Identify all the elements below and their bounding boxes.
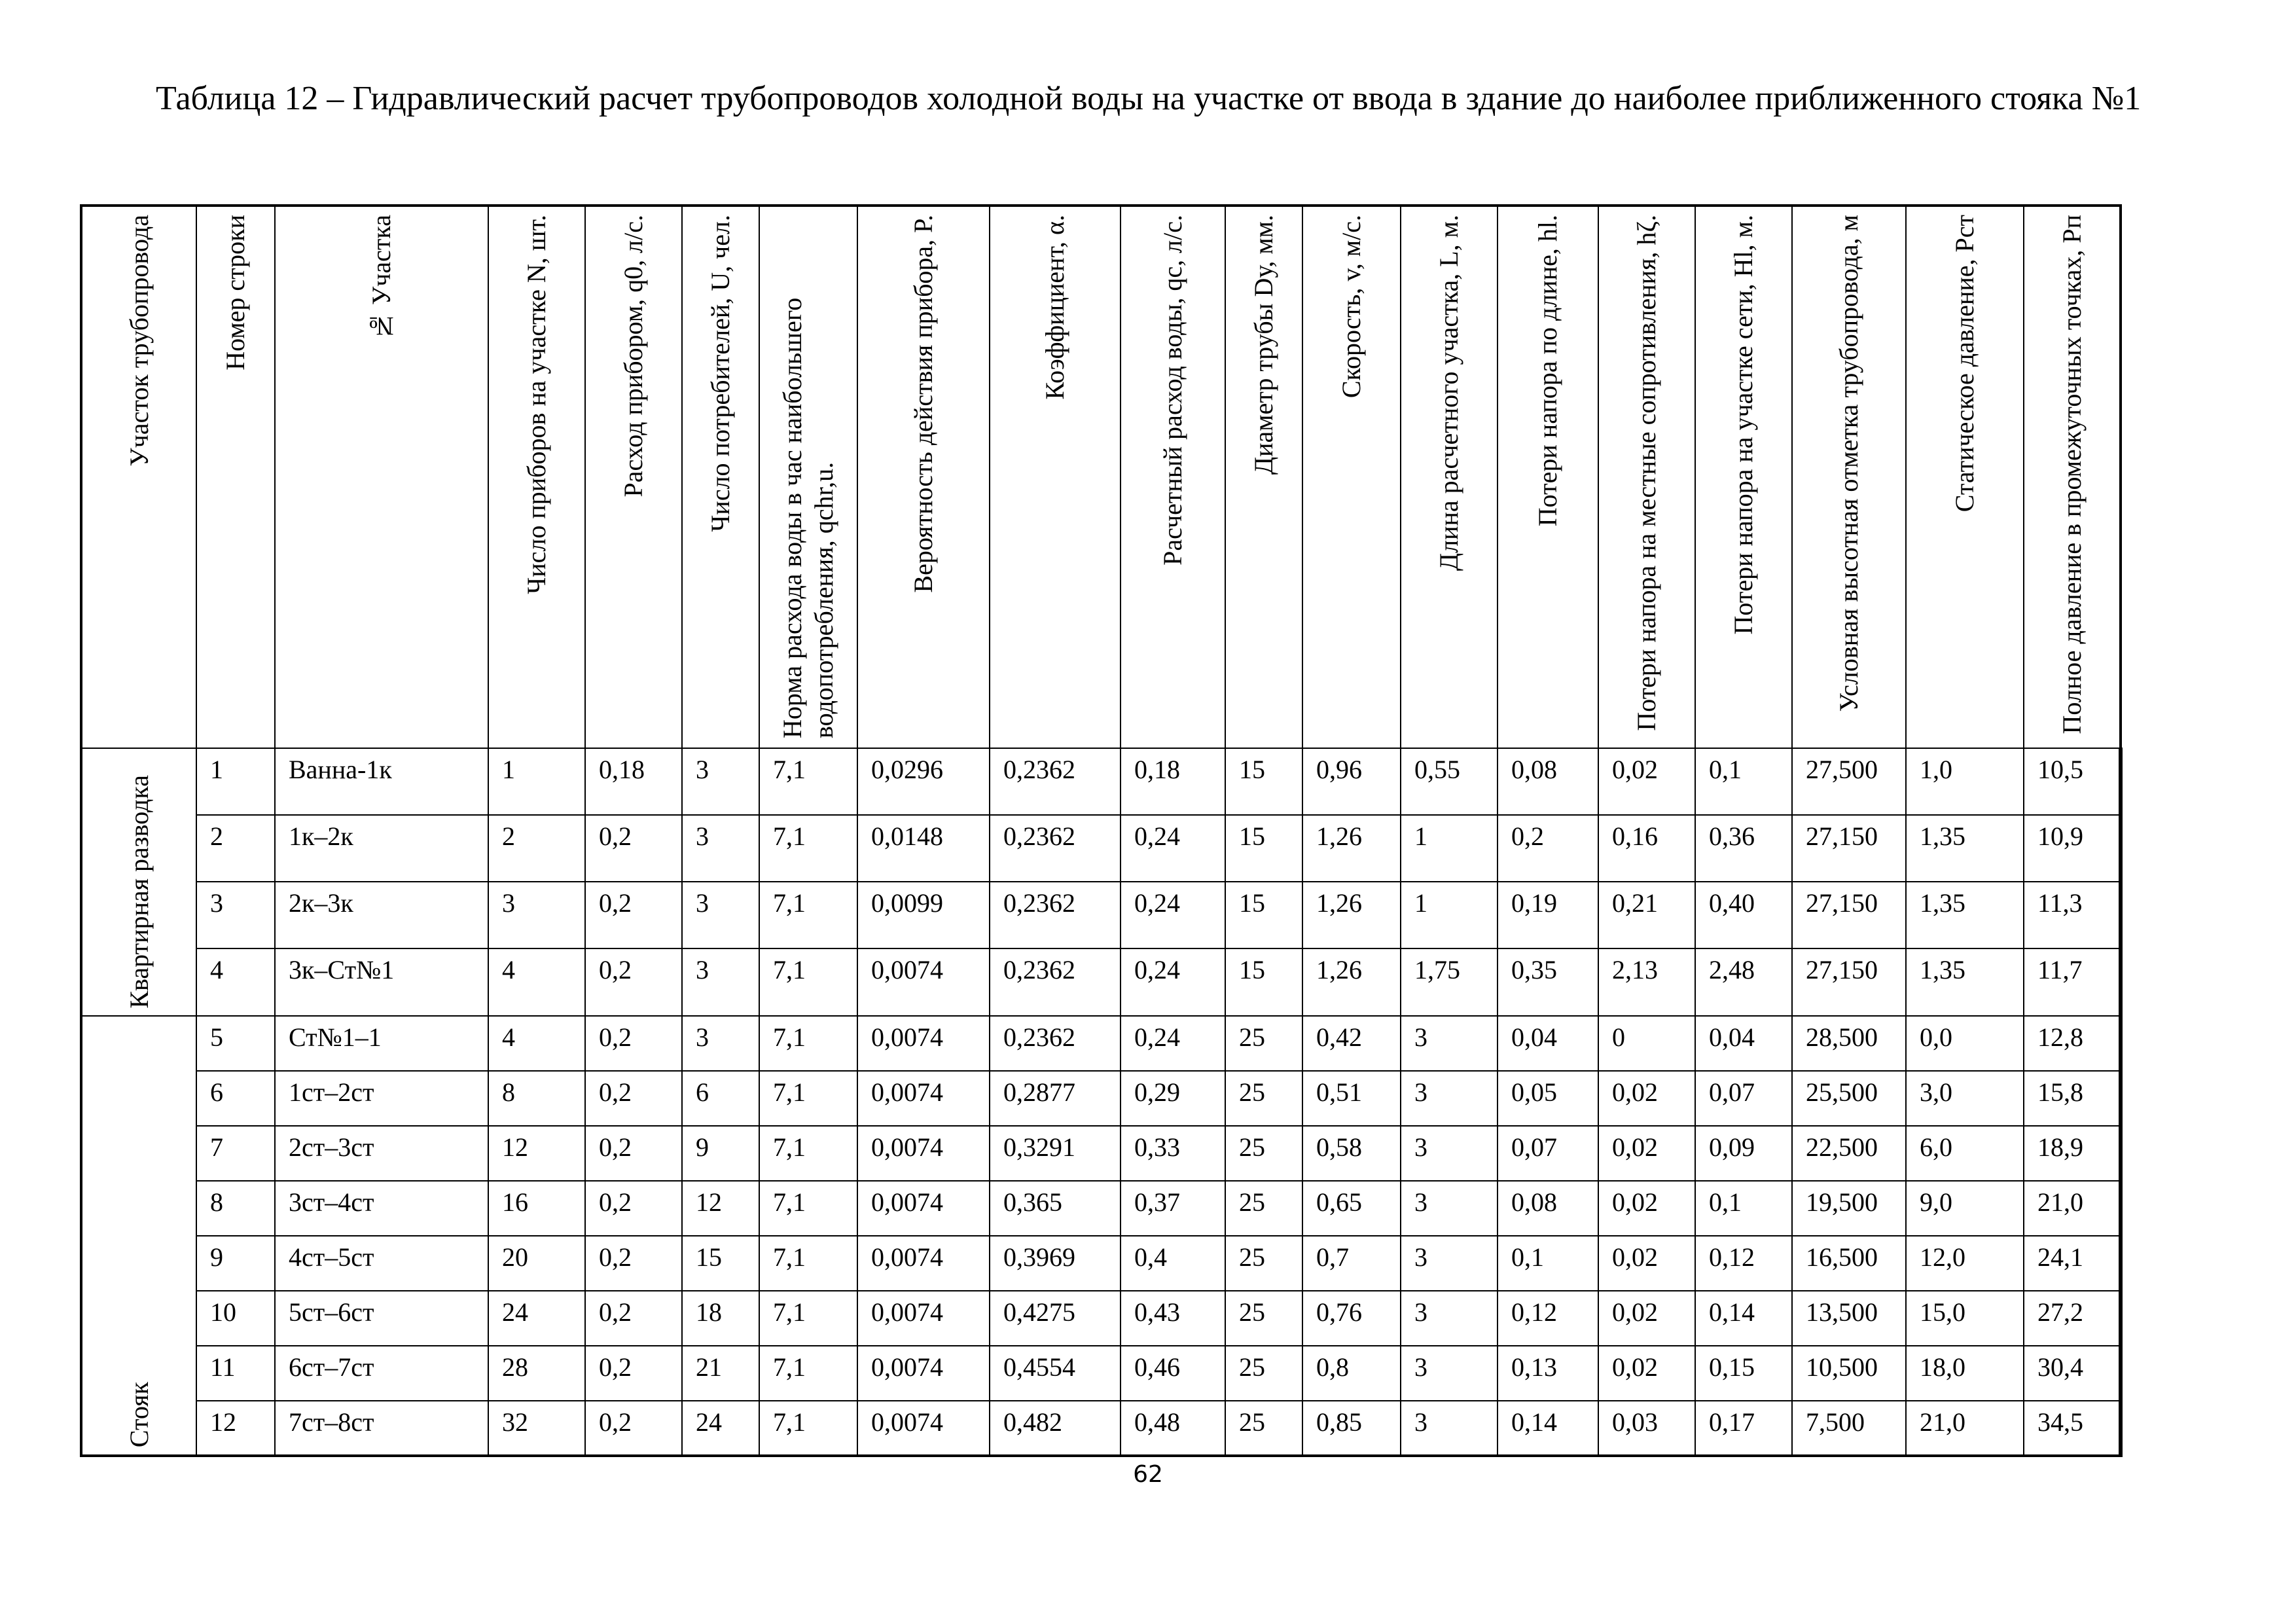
table-cell: 0,0074 bbox=[857, 1291, 990, 1346]
table-cell: 0,2 bbox=[585, 815, 682, 882]
table-cell: 11 bbox=[196, 1346, 275, 1401]
table-cell: 7,1 bbox=[759, 1291, 857, 1346]
table-cell: 0,0099 bbox=[857, 882, 990, 948]
column-header-label: Вероятность действия прибора, P. bbox=[908, 215, 938, 593]
table-cell: 0,8 bbox=[1302, 1346, 1401, 1401]
table-cell: 0,03 bbox=[1598, 1401, 1695, 1456]
table-cell: 3 bbox=[196, 882, 275, 948]
table-cell: 3 bbox=[682, 1016, 759, 1071]
table-cell: 0,2 bbox=[585, 948, 682, 1015]
table-cell: 3 bbox=[1401, 1181, 1498, 1236]
pipeline-section-cell bbox=[81, 1016, 196, 1456]
table-cell: 0,76 bbox=[1302, 1291, 1401, 1346]
table-cell: 0,05 bbox=[1498, 1071, 1598, 1126]
table-row bbox=[81, 1291, 2121, 1346]
table-cell: 28,500 bbox=[1792, 1016, 1906, 1071]
table-cell: 25 bbox=[1225, 1126, 1302, 1181]
table-body bbox=[81, 748, 2121, 1456]
table-cell: 2 bbox=[488, 815, 585, 882]
table-cell: 1,75 bbox=[1401, 948, 1498, 1015]
table-cell: 7,1 bbox=[759, 948, 857, 1015]
table-cell: 2ст–3ст bbox=[275, 1126, 488, 1181]
table-cell: 1 bbox=[1401, 882, 1498, 948]
table-cell: 0,2 bbox=[585, 1346, 682, 1401]
table-cell: 3 bbox=[682, 882, 759, 948]
table-cell: 0,4275 bbox=[990, 1291, 1121, 1346]
table-cell: 0,07 bbox=[1695, 1071, 1792, 1126]
column-header bbox=[1302, 206, 1401, 748]
table-cell: 7,500 bbox=[1792, 1401, 1906, 1456]
table-cell: 0,02 bbox=[1598, 1236, 1695, 1291]
table-cell: 7,1 bbox=[759, 815, 857, 882]
table-cell: Ванна-1к bbox=[275, 748, 488, 815]
table-cell: 0,02 bbox=[1598, 748, 1695, 815]
table-cell: 0,51 bbox=[1302, 1071, 1401, 1126]
table-cell: 1 bbox=[488, 748, 585, 815]
column-header bbox=[1225, 206, 1302, 748]
table-cell: 13,500 bbox=[1792, 1291, 1906, 1346]
table-row bbox=[81, 1071, 2121, 1126]
table-cell: 0,3969 bbox=[990, 1236, 1121, 1291]
table-cell: 0,0074 bbox=[857, 1071, 990, 1126]
table-cell: 7,1 bbox=[759, 1401, 857, 1456]
column-header bbox=[1906, 206, 2024, 748]
column-header bbox=[682, 206, 759, 748]
column-header bbox=[857, 206, 990, 748]
table-cell: 0,482 bbox=[990, 1401, 1121, 1456]
table-cell: 3ст–4ст bbox=[275, 1181, 488, 1236]
column-header bbox=[1792, 206, 1906, 748]
table-cell: 0 bbox=[1598, 1016, 1695, 1071]
table-cell: 16 bbox=[488, 1181, 585, 1236]
table-cell: 10,500 bbox=[1792, 1346, 1906, 1401]
table-cell: 0,0074 bbox=[857, 1236, 990, 1291]
table-cell: 0,2 bbox=[585, 1401, 682, 1456]
table-cell: 0,07 bbox=[1498, 1126, 1598, 1181]
table-cell: 1 bbox=[196, 748, 275, 815]
table-cell: 0,2 bbox=[585, 882, 682, 948]
table-cell: 0,42 bbox=[1302, 1016, 1401, 1071]
table-cell: 25 bbox=[1225, 1016, 1302, 1071]
table-cell: 3 bbox=[682, 748, 759, 815]
table-cell: 11,3 bbox=[2024, 882, 2121, 948]
table-cell: 0,2362 bbox=[990, 748, 1121, 815]
column-header-label: Номер строки bbox=[221, 215, 250, 370]
table-cell: 3 bbox=[1401, 1071, 1498, 1126]
column-header bbox=[2024, 206, 2121, 748]
table-cell: 7,1 bbox=[759, 1181, 857, 1236]
table-cell: 0,29 bbox=[1121, 1071, 1225, 1126]
table-cell: 34,5 bbox=[2024, 1401, 2121, 1456]
table-cell: 27,150 bbox=[1792, 815, 1906, 882]
table-cell: 27,150 bbox=[1792, 948, 1906, 1015]
table-cell: 0,4554 bbox=[990, 1346, 1121, 1401]
table-cell: 6ст–7ст bbox=[275, 1346, 488, 1401]
column-header-label: Расчетный расход воды, qc, л/с. bbox=[1158, 215, 1187, 566]
table-cell: 12 bbox=[196, 1401, 275, 1456]
table-cell: 0,04 bbox=[1498, 1016, 1598, 1071]
table-cell: 4 bbox=[488, 948, 585, 1015]
table-cell: 0,48 bbox=[1121, 1401, 1225, 1456]
table-cell: 6 bbox=[682, 1071, 759, 1126]
table-cell: 12 bbox=[488, 1126, 585, 1181]
table-cell: 2,13 bbox=[1598, 948, 1695, 1015]
table-cell: 0,19 bbox=[1498, 882, 1598, 948]
table-cell: 7,1 bbox=[759, 1346, 857, 1401]
table-cell: 21 bbox=[682, 1346, 759, 1401]
table-cell: 12,0 bbox=[1906, 1236, 2024, 1291]
table-cell: 18,0 bbox=[1906, 1346, 2024, 1401]
table-cell: 0,33 bbox=[1121, 1126, 1225, 1181]
table-cell: 7,1 bbox=[759, 1071, 857, 1126]
table-cell: 0,85 bbox=[1302, 1401, 1401, 1456]
table-cell: 9,0 bbox=[1906, 1181, 2024, 1236]
column-header bbox=[585, 206, 682, 748]
table-cell: 1к–2к bbox=[275, 815, 488, 882]
column-header bbox=[1401, 206, 1498, 748]
column-header bbox=[1498, 206, 1598, 748]
table-cell: 10 bbox=[196, 1291, 275, 1346]
table-cell: 9 bbox=[196, 1236, 275, 1291]
table-cell: 5ст–6ст bbox=[275, 1291, 488, 1346]
table-cell: 3 bbox=[1401, 1236, 1498, 1291]
column-header-label: Число приборов на участке N, шт. bbox=[522, 215, 551, 594]
table-cell: 3 bbox=[1401, 1401, 1498, 1456]
table-cell: 32 bbox=[488, 1401, 585, 1456]
table-cell: 0,46 bbox=[1121, 1346, 1225, 1401]
table-cell: 0,3291 bbox=[990, 1126, 1121, 1181]
table-cell: 0,14 bbox=[1695, 1291, 1792, 1346]
table-cell: 0,24 bbox=[1121, 882, 1225, 948]
table-row bbox=[81, 748, 2121, 815]
table-cell: 0,14 bbox=[1498, 1401, 1598, 1456]
table-cell: 0,15 bbox=[1695, 1346, 1792, 1401]
table-cell: 0,2362 bbox=[990, 948, 1121, 1015]
column-header bbox=[1598, 206, 1695, 748]
table-cell: 0,36 bbox=[1695, 815, 1792, 882]
table-cell: 7,1 bbox=[759, 882, 857, 948]
table-cell: 0,02 bbox=[1598, 1346, 1695, 1401]
table-cell: 1,35 bbox=[1906, 815, 2024, 882]
table-cell: 0,02 bbox=[1598, 1291, 1695, 1346]
table-cell: 0,18 bbox=[1121, 748, 1225, 815]
table-cell: 1,26 bbox=[1302, 815, 1401, 882]
table-cell: 25 bbox=[1225, 1291, 1302, 1346]
column-header bbox=[1121, 206, 1225, 748]
table-row bbox=[81, 1236, 2121, 1291]
column-header-label: Условная высотная отметка трубопровода, м bbox=[1834, 215, 1863, 712]
table-cell: Ст№1–1 bbox=[275, 1016, 488, 1071]
pipeline-section-cell bbox=[81, 748, 196, 1016]
table-cell: 0,2 bbox=[585, 1071, 682, 1126]
column-header-label: Участок трубопровода bbox=[124, 215, 154, 467]
table-cell: 0,2 bbox=[585, 1181, 682, 1236]
table-cell: 8 bbox=[488, 1071, 585, 1126]
column-header-label: Диаметр трубы Dу, мм. bbox=[1249, 215, 1278, 475]
table-cell: 0,2362 bbox=[990, 1016, 1121, 1071]
table-cell: 22,500 bbox=[1792, 1126, 1906, 1181]
table-cell: 7 bbox=[196, 1126, 275, 1181]
table-cell: 30,4 bbox=[2024, 1346, 2121, 1401]
table-cell: 27,150 bbox=[1792, 882, 1906, 948]
column-header-label: Полное давление в промежуточных точках, Рп bbox=[2056, 215, 2087, 734]
column-header-label: Расход прибором, q0, л/с. bbox=[619, 215, 648, 497]
column-header-label: Норма расхода воды в час наибольшего водопотребления, qchr,u. bbox=[778, 297, 838, 738]
table-cell: 0,04 bbox=[1695, 1016, 1792, 1071]
page-number: 62 bbox=[1133, 1461, 1163, 1488]
column-header bbox=[1695, 206, 1792, 748]
table-cell: 0,08 bbox=[1498, 1181, 1598, 1236]
table-cell: 4ст–5ст bbox=[275, 1236, 488, 1291]
table-cell: 6,0 bbox=[1906, 1126, 2024, 1181]
table-cell: 25 bbox=[1225, 1236, 1302, 1291]
table-cell: 0,16 bbox=[1598, 815, 1695, 882]
column-header bbox=[275, 206, 488, 748]
table-cell: 0,7 bbox=[1302, 1236, 1401, 1291]
table-cell: 16,500 bbox=[1792, 1236, 1906, 1291]
table-cell: 25 bbox=[1225, 1346, 1302, 1401]
table-cell: 0,1 bbox=[1695, 1181, 1792, 1236]
table-cell: 1,35 bbox=[1906, 948, 2024, 1015]
column-header bbox=[488, 206, 585, 748]
table-caption: Таблица 12 – Гидравлический расчет трубопроводов холодной воды на участке от ввода в здание до наиболее приближенного стояка №1 bbox=[156, 80, 2142, 117]
table-cell: 21,0 bbox=[2024, 1181, 2121, 1236]
table-cell: 11,7 bbox=[2024, 948, 2121, 1015]
table-cell: 0,2 bbox=[1498, 815, 1598, 882]
table-cell: 0,0074 bbox=[857, 1016, 990, 1071]
table-cell: 25 bbox=[1225, 1401, 1302, 1456]
table-row bbox=[81, 1346, 2121, 1401]
table-cell: 0,365 bbox=[990, 1181, 1121, 1236]
table-cell: 12,8 bbox=[2024, 1016, 2121, 1071]
table-cell: 0,24 bbox=[1121, 1016, 1225, 1071]
table-row bbox=[81, 882, 2121, 948]
table-cell: 0,17 bbox=[1695, 1401, 1792, 1456]
pipeline-section-label: Стояк bbox=[124, 1382, 154, 1448]
table-cell: 18,9 bbox=[2024, 1126, 2121, 1181]
table-cell: 4 bbox=[488, 1016, 585, 1071]
table-cell: 27,2 bbox=[2024, 1291, 2121, 1346]
table-cell: 25 bbox=[1225, 1181, 1302, 1236]
table-cell: 2 bbox=[196, 815, 275, 882]
table-cell: 0,37 bbox=[1121, 1181, 1225, 1236]
table-cell: 0,02 bbox=[1598, 1071, 1695, 1126]
table-cell: 1,35 bbox=[1906, 882, 2024, 948]
table-cell: 0,18 bbox=[585, 748, 682, 815]
table-cell: 0,24 bbox=[1121, 948, 1225, 1015]
table-cell: 0,21 bbox=[1598, 882, 1695, 948]
table-cell: 0,24 bbox=[1121, 815, 1225, 882]
column-header-label: Число потребителей, U, чел. bbox=[706, 215, 735, 532]
table-cell: 25,500 bbox=[1792, 1071, 1906, 1126]
table-cell: 3 bbox=[682, 948, 759, 1015]
table-cell: 0,12 bbox=[1695, 1236, 1792, 1291]
table-cell: 6 bbox=[196, 1071, 275, 1126]
table-cell: 12 bbox=[682, 1181, 759, 1236]
table-cell: 0,2 bbox=[585, 1291, 682, 1346]
table-cell: 1ст–2ст bbox=[275, 1071, 488, 1126]
table-cell: 0,2877 bbox=[990, 1071, 1121, 1126]
table-cell: 0,96 bbox=[1302, 748, 1401, 815]
table-cell: 4 bbox=[196, 948, 275, 1015]
table-cell: 0,0148 bbox=[857, 815, 990, 882]
table-cell: 0,08 bbox=[1498, 748, 1598, 815]
table-cell: 0,58 bbox=[1302, 1126, 1401, 1181]
table-cell: 20 bbox=[488, 1236, 585, 1291]
table-cell: 0,09 bbox=[1695, 1126, 1792, 1181]
table-cell: 0,4 bbox=[1121, 1236, 1225, 1291]
table-cell: 0,65 bbox=[1302, 1181, 1401, 1236]
column-header bbox=[81, 206, 196, 748]
table-cell: 0,43 bbox=[1121, 1291, 1225, 1346]
column-header-label: Длина расчетного участка, L, м. bbox=[1434, 215, 1463, 571]
table-cell: 24 bbox=[488, 1291, 585, 1346]
table-cell: 15,8 bbox=[2024, 1071, 2121, 1126]
table-row bbox=[81, 948, 2121, 1015]
table-cell: 15 bbox=[1225, 882, 1302, 948]
table-cell: 28 bbox=[488, 1346, 585, 1401]
table-row bbox=[81, 815, 2121, 882]
table-cell: 24,1 bbox=[2024, 1236, 2121, 1291]
table-cell: 7,1 bbox=[759, 1016, 857, 1071]
table-cell: 2,48 bbox=[1695, 948, 1792, 1015]
table-cell: 3 bbox=[1401, 1346, 1498, 1401]
table-cell: 25 bbox=[1225, 1071, 1302, 1126]
column-header bbox=[990, 206, 1121, 748]
table-cell: 21,0 bbox=[1906, 1401, 2024, 1456]
table-cell: 0,1 bbox=[1498, 1236, 1598, 1291]
table-cell: 5 bbox=[196, 1016, 275, 1071]
pipeline-section-label: Квартирная разводка bbox=[124, 775, 154, 1009]
table-cell: 0,35 bbox=[1498, 948, 1598, 1015]
table-cell: 0,2362 bbox=[990, 882, 1121, 948]
table-cell: 1 bbox=[1401, 815, 1498, 882]
table-cell: 3к–Ст№1 bbox=[275, 948, 488, 1015]
table-cell: 8 bbox=[196, 1181, 275, 1236]
table-cell: 0,0296 bbox=[857, 748, 990, 815]
table-cell: 1,26 bbox=[1302, 882, 1401, 948]
header-row bbox=[81, 206, 2121, 748]
table-cell: 7ст–8ст bbox=[275, 1401, 488, 1456]
table-row bbox=[81, 1181, 2121, 1236]
hydraulic-calculation-table bbox=[80, 204, 2123, 1457]
table-cell: 19,500 bbox=[1792, 1181, 1906, 1236]
table-cell: 7,1 bbox=[759, 748, 857, 815]
column-header-label: Потери напора на участке сети, Hl, м. bbox=[1729, 215, 1758, 635]
table-cell: 0,13 bbox=[1498, 1346, 1598, 1401]
table-cell: 7,1 bbox=[759, 1126, 857, 1181]
table-cell: 0,0074 bbox=[857, 1181, 990, 1236]
table-cell: 0,2 bbox=[585, 1016, 682, 1071]
table-cell: 9 bbox=[682, 1126, 759, 1181]
table-cell: 3 bbox=[682, 815, 759, 882]
table-cell: 0,0074 bbox=[857, 948, 990, 1015]
table-cell: 10,9 bbox=[2024, 815, 2121, 882]
table-cell: 0,1 bbox=[1695, 748, 1792, 815]
table-cell: 15 bbox=[1225, 815, 1302, 882]
column-header-label: № Участка bbox=[367, 215, 396, 342]
table-cell: 2к–3к bbox=[275, 882, 488, 948]
table-cell: 3 bbox=[1401, 1126, 1498, 1181]
table-row bbox=[81, 1126, 2121, 1181]
table-cell: 0,12 bbox=[1498, 1291, 1598, 1346]
table-cell: 1,26 bbox=[1302, 948, 1401, 1015]
table-row bbox=[81, 1016, 2121, 1071]
table-cell: 10,5 bbox=[2024, 748, 2121, 815]
table-cell: 0,02 bbox=[1598, 1181, 1695, 1236]
table-cell: 0,40 bbox=[1695, 882, 1792, 948]
table-cell: 0,2362 bbox=[990, 815, 1121, 882]
table-cell: 7,1 bbox=[759, 1236, 857, 1291]
table-cell: 15,0 bbox=[1906, 1291, 2024, 1346]
table-cell: 15 bbox=[1225, 948, 1302, 1015]
table-cell: 1,0 bbox=[1906, 748, 2024, 815]
column-header-label: Скорость, v, м/с. bbox=[1336, 215, 1366, 399]
table-cell: 0,0074 bbox=[857, 1346, 990, 1401]
table-cell: 15 bbox=[682, 1236, 759, 1291]
column-header-label: Статическое давление, Рст bbox=[1950, 215, 1979, 513]
column-header bbox=[759, 206, 857, 748]
table-cell: 0,2 bbox=[585, 1126, 682, 1181]
table-cell: 24 bbox=[682, 1401, 759, 1456]
table-cell: 3,0 bbox=[1906, 1071, 2024, 1126]
table-cell: 0,02 bbox=[1598, 1126, 1695, 1181]
table-row bbox=[81, 1401, 2121, 1456]
table-cell: 27,500 bbox=[1792, 748, 1906, 815]
table-cell: 3 bbox=[1401, 1016, 1498, 1071]
table-cell: 0,0074 bbox=[857, 1126, 990, 1181]
table-cell: 15 bbox=[1225, 748, 1302, 815]
column-header-label: Коэффициент, α. bbox=[1040, 215, 1069, 400]
table-cell: 18 bbox=[682, 1291, 759, 1346]
table-cell: 0,55 bbox=[1401, 748, 1498, 815]
table-cell: 0,2 bbox=[585, 1236, 682, 1291]
table-cell: 3 bbox=[488, 882, 585, 948]
column-header-label: Потери напора на местные сопротивления, hζ. bbox=[1632, 215, 1661, 731]
table-cell: 0,0074 bbox=[857, 1401, 990, 1456]
table-cell: 0,0 bbox=[1906, 1016, 2024, 1071]
column-header bbox=[196, 206, 275, 748]
table-cell: 3 bbox=[1401, 1291, 1498, 1346]
column-header-label: Потери напора по длине, hl. bbox=[1533, 215, 1562, 527]
